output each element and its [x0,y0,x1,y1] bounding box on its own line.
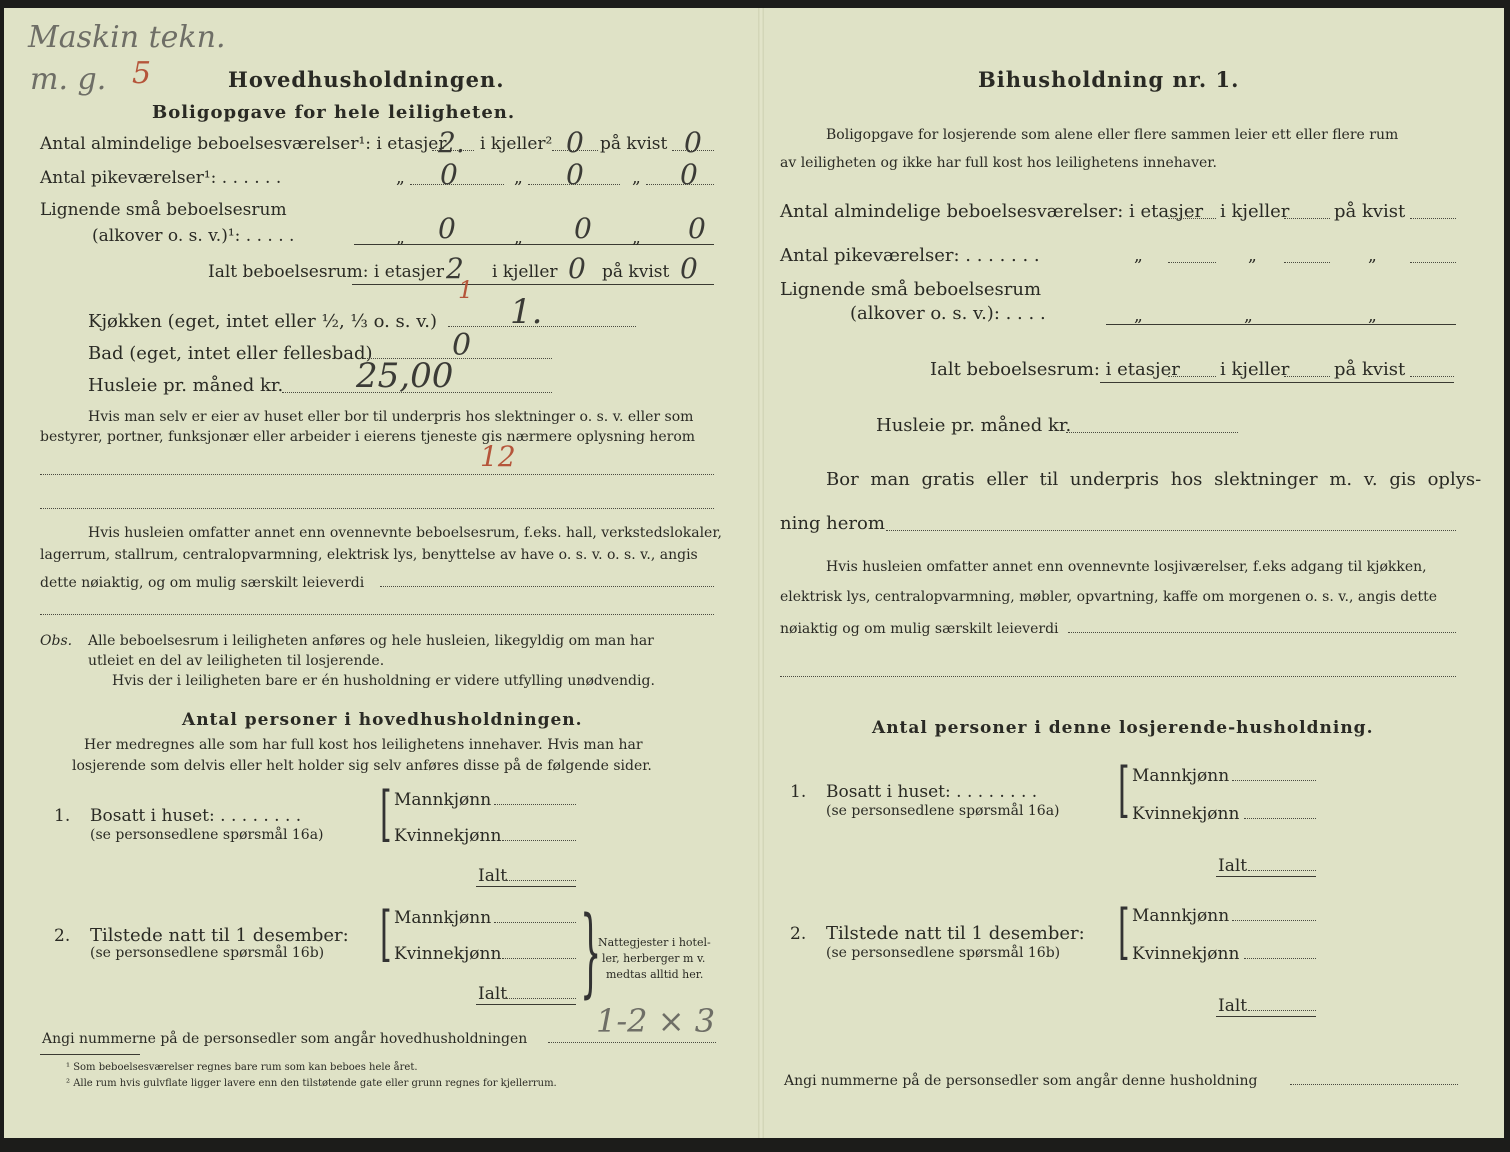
footnote-2: ² Alle rum hvis gulvflate ligger lavere enn den tilstøtende gate eller grunn regnes for kjellerrum. [66,1078,557,1089]
row2-kvist-value: 0 [680,158,698,191]
row1-label: Antal almindelige beboelsesværelser¹: i etasjer [40,134,447,154]
row4-kjeller-value: 0 [568,252,586,285]
row4-kvist-value: 0 [680,252,698,285]
margin-note-code: m. g. [30,62,107,97]
obs-label: Obs. [40,633,73,649]
kjokken-label: Kjøkken (eget, intet eller ½, ⅓ o. s. v.) [88,311,437,332]
row1-kvist-value: 0 [684,126,702,159]
row3-kvist-value: 0 [688,212,706,245]
row3-label1: Lignende små beboelsesrum [40,200,287,220]
row2-label: Antal pikeværelser¹: . . . . . . [40,168,282,188]
row3-etasjer-value: 0 [438,212,456,245]
row1-kjeller-label: i kjeller² [480,134,553,154]
left-angi-value: 1-2 × 3 [596,1002,716,1040]
footnote-1: ¹ Som beboelsesværelser regnes bare rum som kan beboes hele året. [66,1062,418,1073]
kjokken-value: 1. [510,292,543,332]
margin-note-occupation: Maskin tekn. [28,20,226,55]
row3-label2: (alkover o. s. v.)¹: . . . . . [92,226,295,246]
right-angi-label: Angi nummerne på de personsedler som angår denne husholdning [784,1073,1258,1089]
left-title: Hovedhusholdningen. [228,67,505,92]
red-mark-b: 12 [480,440,516,473]
husleie-label: Husleie pr. måned kr. [88,375,284,396]
row2-etasjer-value: 0 [440,158,458,191]
husleie-value: 25,00 [356,356,454,396]
row1-etasjer-value: 2. [438,126,465,159]
left-subtitle: Boligopgave for hele leiligheten. [152,102,516,123]
row2-kjeller-value: 0 [566,158,584,191]
row4-label: Ialt beboelsesrum: i etasjer [208,262,444,282]
red-mark-a: 1 [458,276,474,304]
page-fold [758,8,764,1138]
left-angi-label: Angi nummerne på de personsedler som angår hovedhusholdningen [42,1031,528,1047]
bad-value: 0 [452,328,472,363]
left-persons-title: Antal personer i hovedhusholdningen. [182,710,583,730]
bad-label: Bad (eget, intet eller fellesbad) [88,343,373,364]
row3-kjeller-value: 0 [574,212,592,245]
right-persons-title: Antal personer i denne losjerende-husholdning. [872,718,1374,738]
row4-etasjer-value: 2 [446,252,464,285]
row1-kjeller-value: 0 [566,126,584,159]
margin-note-number: 5 [132,56,152,91]
row1-kvist-label: på kvist [600,134,668,154]
right-title: Bihusholdning nr. 1. [978,67,1240,92]
